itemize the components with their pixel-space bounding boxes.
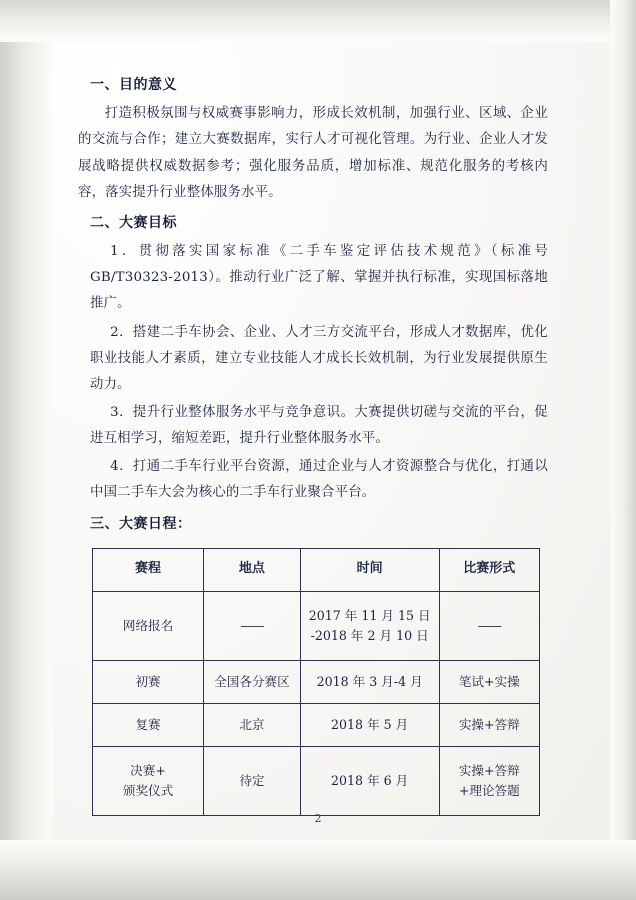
section-heading-schedule: 三、大赛日程： bbox=[90, 515, 192, 532]
section-purpose bbox=[78, 72, 548, 206]
cell-stage: 复赛 bbox=[93, 703, 204, 746]
cell-stage-line: 决赛+ bbox=[130, 762, 166, 778]
cell-place: 北京 bbox=[204, 703, 301, 746]
page-shadow-left bbox=[0, 0, 52, 900]
table-header-row bbox=[93, 548, 540, 591]
section-heading-purpose: 一、目的意义 bbox=[90, 77, 177, 93]
cell-place: 全国各分赛区 bbox=[204, 660, 301, 703]
cell-time: 2018 年 3 月-4 月 bbox=[300, 660, 439, 703]
cell-format bbox=[439, 746, 539, 815]
cell-format: 实操+答辩 bbox=[439, 703, 539, 746]
cell-place: 待定 bbox=[204, 746, 301, 815]
section-paragraph: 2．搭建二手车协会、企业、人才三方交流平台，形成人才数据库，优化职业技能人才素质，建立专业技能人才成长长效机制，为行业发展提供原生动力。 bbox=[90, 324, 548, 392]
cell-time-line: -2018 年 2 月 10 日 bbox=[310, 627, 429, 643]
table-row bbox=[93, 660, 540, 703]
cell-format: —— bbox=[439, 591, 539, 660]
cell-stage: 网络报名 bbox=[93, 591, 204, 660]
cell-time-line: 2017 年 11 月 15 日 bbox=[308, 607, 431, 623]
table-header bbox=[93, 548, 540, 591]
section-paragraph: 3．提升行业整体服务水平与竞争意识。大赛提供切磋与交流的平台，促进互相学习，缩短差距，提升行业整体服务水平。 bbox=[90, 405, 548, 447]
section-goals bbox=[78, 210, 548, 507]
cell-format: 笔试+实操 bbox=[439, 660, 539, 703]
table-row bbox=[93, 591, 540, 660]
cell-time: 2018 年 6 月 bbox=[300, 746, 439, 815]
table-row bbox=[93, 746, 540, 815]
page-shadow-right bbox=[610, 0, 636, 900]
column-header-time: 时间 bbox=[300, 548, 439, 591]
cell-format-line: +理论答题 bbox=[458, 782, 520, 798]
cell-time bbox=[300, 591, 439, 660]
cell-stage-line: 颁奖仪式 bbox=[122, 782, 174, 798]
table-row bbox=[93, 703, 540, 746]
section-heading-goals: 二、大赛目标 bbox=[90, 214, 177, 231]
section-paragraph: 打造积极氛围与权威赛事影响力，形成长效机制，加强行业、区域、企业的交流与合作；建立大赛数据库，实行人才可视化管理。为行业、企业人才发展战略提供权威数据参考；强化服务品质，增加标准、规范化服务的考核内容，落实提升行业整体服务水平。 bbox=[78, 106, 548, 200]
page-shadow-bottom bbox=[0, 840, 636, 900]
section-schedule bbox=[78, 511, 548, 538]
column-header-stage: 赛程 bbox=[93, 548, 204, 591]
schedule-table bbox=[92, 548, 540, 816]
cell-stage: 初赛 bbox=[93, 660, 204, 703]
cell-format-line: 实操+答辩 bbox=[458, 762, 520, 778]
column-header-place: 地点 bbox=[204, 548, 301, 591]
cell-stage bbox=[93, 746, 204, 815]
section-paragraph: 1．贯彻落实国家标准《二手车鉴定评估技术规范》（标准号GB/T30323-2013）。推动行业广泛了解、掌握并执行标准，实现国标落地推广。 bbox=[90, 244, 548, 312]
document-body bbox=[78, 72, 548, 816]
cell-place: —— bbox=[204, 591, 301, 660]
table-body bbox=[93, 591, 540, 815]
column-header-format: 比赛形式 bbox=[439, 548, 539, 591]
page-shadow-top bbox=[0, 0, 636, 42]
cell-time: 2018 年 5 月 bbox=[300, 703, 439, 746]
page-number: 2 bbox=[314, 812, 322, 825]
section-paragraph: 4．打通二手车行业平台资源，通过企业与人才资源整合与优化，打通以中国二手车大会为核心的二手车行业聚合平台。 bbox=[90, 459, 548, 501]
